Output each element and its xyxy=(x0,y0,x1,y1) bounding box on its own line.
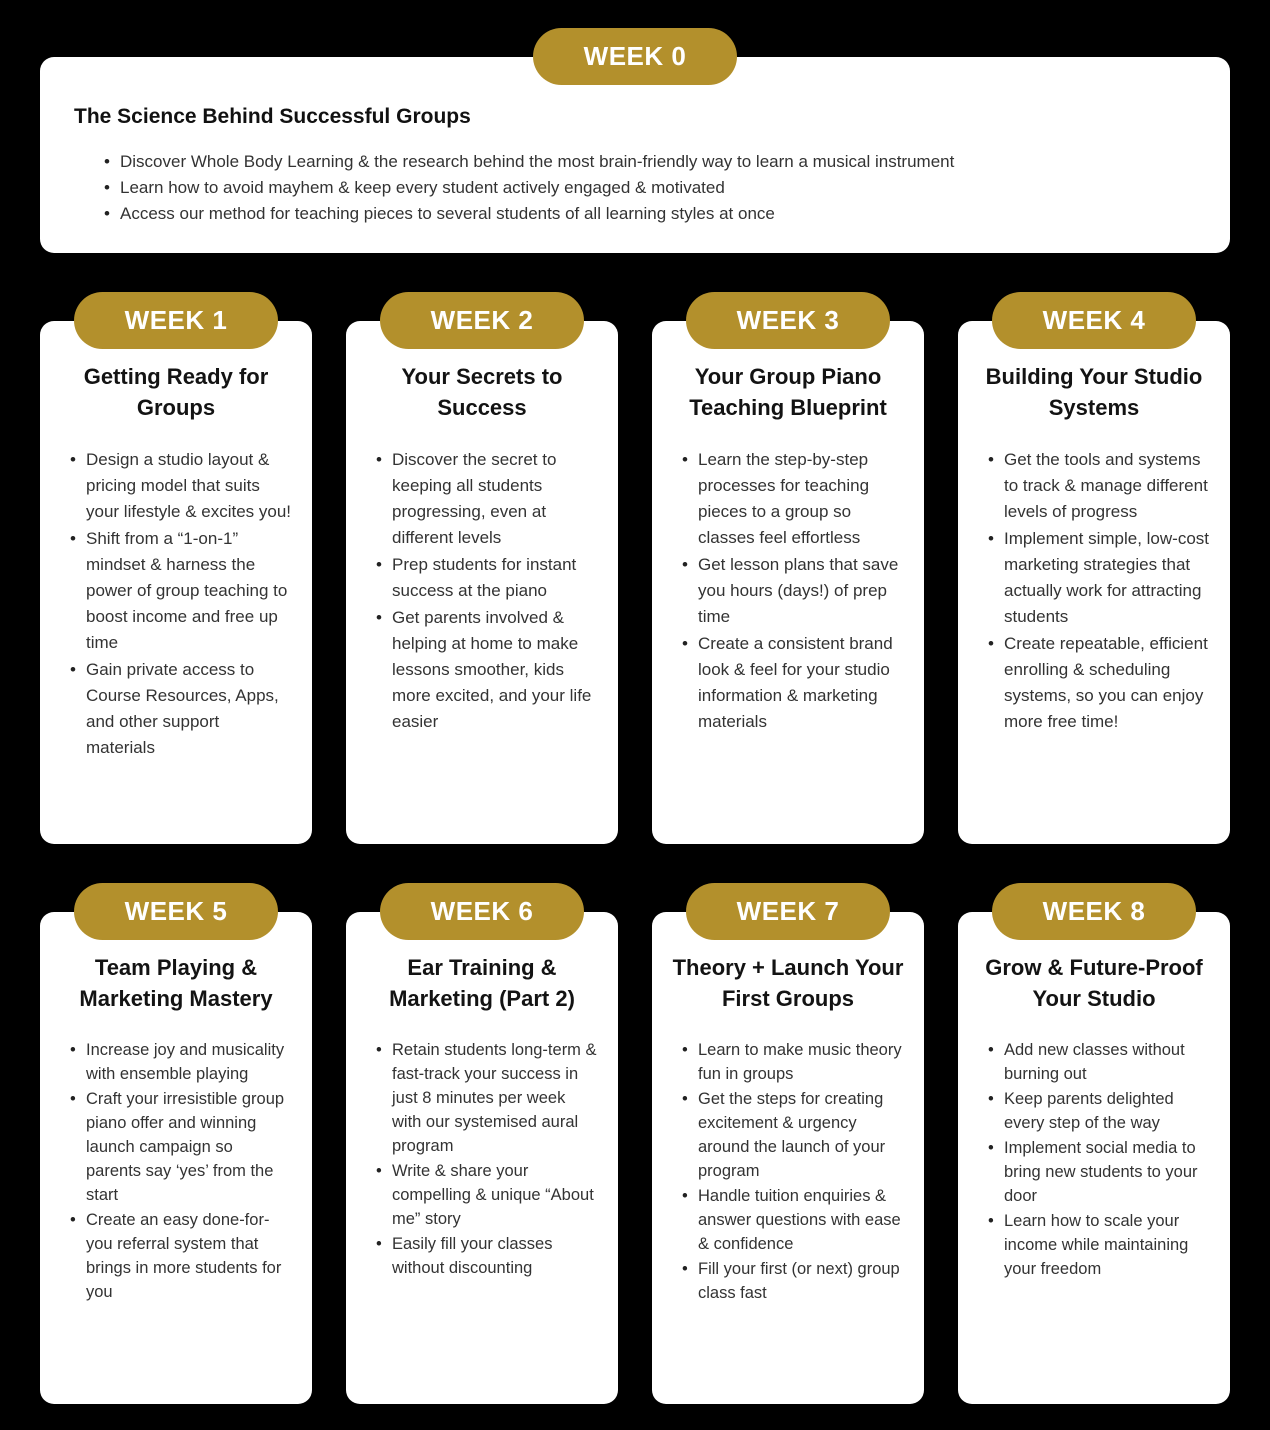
week1-section xyxy=(40,292,312,844)
week4-title: Building Your Studio Systems xyxy=(985,364,1203,420)
bullet-item: • Get the steps for creating excitement & urgency around the launch of your program xyxy=(678,1087,904,1183)
week4-bullet-list xyxy=(978,447,1210,735)
bullet-item: • Handle tuition enquiries & answer questions with ease & confidence xyxy=(678,1184,904,1256)
week5-title: Team Playing & Marketing Mastery xyxy=(79,955,273,1011)
bullet-item: • Implement social media to bring new students to your door xyxy=(984,1136,1210,1208)
week3-bullet-list xyxy=(672,447,904,735)
bullet-item: • Keep parents delighted every step of the way xyxy=(984,1087,1210,1135)
bullet-item: • Prep students for instant success at the piano xyxy=(372,552,598,604)
week5-section xyxy=(40,883,312,1404)
bullet-item: • Get lesson plans that save you hours (days!) of prep time xyxy=(678,552,904,630)
week5-badge: WEEK 5 xyxy=(74,883,278,940)
week6-bullet-list xyxy=(366,1038,598,1280)
bullet-item: • Gain private access to Course Resources, Apps, and other support materials xyxy=(66,657,292,761)
week6-section xyxy=(346,883,618,1404)
week7-card xyxy=(652,912,924,1404)
week2-card xyxy=(346,321,618,844)
week0-bullet-list xyxy=(74,149,1196,227)
bullet-item: • Get the tools and systems to track & manage different levels of progress xyxy=(984,447,1210,525)
week0-title: The Science Behind Successful Groups xyxy=(74,105,471,128)
bullet-item: • Get parents involved & helping at home to make lessons smoother, kids more excited, and your life easier xyxy=(372,605,598,735)
week2-section xyxy=(346,292,618,844)
bullet-item: • Create a consistent brand look & feel for your studio information & marketing materials xyxy=(678,631,904,735)
week5-bullet-list xyxy=(60,1038,292,1304)
bullet-item: • Learn the step-by-step processes for teaching pieces to a group so classes feel effortless xyxy=(678,447,904,551)
week4-section xyxy=(958,292,1230,844)
week3-section xyxy=(652,292,924,844)
bullet-item: • Discover Whole Body Learning & the research behind the most brain-friendly way to learn a musical instrument xyxy=(100,149,1196,175)
week8-section xyxy=(958,883,1230,1404)
week5-card xyxy=(40,912,312,1404)
week4-card xyxy=(958,321,1230,844)
bullet-item: • Learn how to scale your income while maintaining your freedom xyxy=(984,1209,1210,1281)
week4-badge: WEEK 4 xyxy=(992,292,1196,349)
bullet-item: • Easily fill your classes without discounting xyxy=(372,1232,598,1280)
bullet-item: • Increase joy and musicality with ensemble playing xyxy=(66,1038,292,1086)
bullet-item: • Learn how to avoid mayhem & keep every student actively engaged & motivated xyxy=(100,175,1196,201)
week1-title: Getting Ready for Groups xyxy=(83,364,269,420)
weeks-1-4-row xyxy=(40,292,1230,844)
week8-card xyxy=(958,912,1230,1404)
week0-card xyxy=(40,57,1230,253)
week6-title: Ear Training & Marketing (Part 2) xyxy=(389,955,575,1011)
bullet-item: • Design a studio layout & pricing model that suits your lifestyle & excites you! xyxy=(66,447,292,525)
week2-title: Your Secrets to Success xyxy=(401,364,563,420)
week7-bullet-list xyxy=(672,1038,904,1305)
week2-badge: WEEK 2 xyxy=(380,292,584,349)
bullet-item: • Learn to make music theory fun in groups xyxy=(678,1038,904,1086)
bullet-item: • Craft your irresistible group piano offer and winning launch campaign so parents say ‘yes’ from the start xyxy=(66,1087,292,1207)
week7-badge: WEEK 7 xyxy=(686,883,890,940)
bullet-item: • Create repeatable, efficient enrolling & scheduling systems, so you can enjoy more free time! xyxy=(984,631,1210,735)
week8-bullet-list xyxy=(978,1038,1210,1281)
week0-section xyxy=(40,28,1230,253)
week0-badge: WEEK 0 xyxy=(533,28,737,85)
week3-badge: WEEK 3 xyxy=(686,292,890,349)
week1-card xyxy=(40,321,312,844)
week8-badge: WEEK 8 xyxy=(992,883,1196,940)
week1-bullet-list xyxy=(60,447,292,761)
bullet-item: • Add new classes without burning out xyxy=(984,1038,1210,1086)
bullet-item: • Fill your first (or next) group class fast xyxy=(678,1257,904,1305)
week7-title: Theory + Launch Your First Groups xyxy=(672,955,904,1011)
week6-badge: WEEK 6 xyxy=(380,883,584,940)
week3-card xyxy=(652,321,924,844)
bullet-item: • Discover the secret to keeping all students progressing, even at different levels xyxy=(372,447,598,551)
bullet-item: • Access our method for teaching pieces to several students of all learning styles at once xyxy=(100,201,1196,227)
bullet-item: • Create an easy done-for-you referral system that brings in more students for you xyxy=(66,1208,292,1304)
bullet-item: • Shift from a “1-on-1” mindset & harness the power of group teaching to boost income and free up time xyxy=(66,526,292,656)
weeks-5-8-row xyxy=(40,883,1230,1404)
bullet-item: • Implement simple, low-cost marketing strategies that actually work for attracting students xyxy=(984,526,1210,630)
bullet-item: • Write & share your compelling & unique “About me” story xyxy=(372,1159,598,1231)
week8-title: Grow & Future-Proof Your Studio xyxy=(985,955,1203,1011)
week2-bullet-list xyxy=(366,447,598,735)
week7-section xyxy=(652,883,924,1404)
week3-title: Your Group Piano Teaching Blueprint xyxy=(689,364,887,420)
week6-card xyxy=(346,912,618,1404)
week1-badge: WEEK 1 xyxy=(74,292,278,349)
bullet-item: • Retain students long-term & fast-track your success in just 8 minutes per week with our systemised aural program xyxy=(372,1038,598,1158)
